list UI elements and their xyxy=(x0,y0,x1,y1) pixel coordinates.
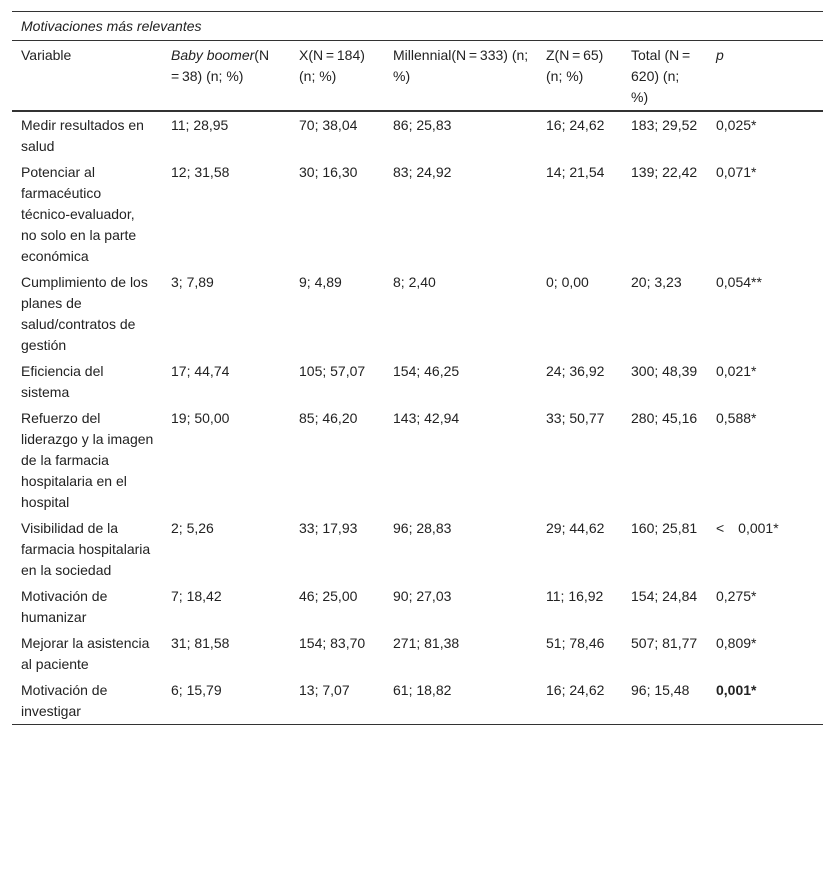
cell-millennial: 90; 27,03 xyxy=(393,588,452,604)
cell-x: 70; 38,04 xyxy=(299,117,358,133)
header-baby-boomer-rest: (N = 38) (n; %) xyxy=(171,47,272,84)
table-row xyxy=(12,583,823,630)
cell-z: 14; 21,54 xyxy=(546,164,605,180)
cell-variable: Visibilidad de la farmacia hospitalaria en la sociedad xyxy=(21,520,151,578)
table-row xyxy=(12,159,823,269)
header-baby-boomer xyxy=(162,41,290,112)
table-caption: Motivaciones más relevantes xyxy=(12,12,823,41)
cell-p: 0,275* xyxy=(716,588,757,604)
cell-total: 183; 29,52 xyxy=(631,117,698,133)
cell-x: 30; 16,30 xyxy=(299,164,358,180)
cell-variable: Motivación de investigar xyxy=(12,677,162,725)
header-baby-boomer-italic: Baby boomer xyxy=(171,47,255,63)
cell-total: 160; 25,81 xyxy=(631,520,698,536)
cell-variable: Medir resultados en salud xyxy=(21,117,144,154)
cell-z: 29; 44,62 xyxy=(546,520,605,536)
cell-baby-boomer: 11; 28,95 xyxy=(171,117,229,133)
cell-variable: Eficiencia del sistema xyxy=(21,363,104,400)
table-row xyxy=(12,677,823,725)
cell-z: 0; 0,00 xyxy=(546,274,589,290)
header-x: X(N = 184) (n; %) xyxy=(290,41,384,112)
cell-baby-boomer: 31; 81,58 xyxy=(171,635,230,651)
cell-baby-boomer: 6; 15,79 xyxy=(162,677,290,725)
cell-p: 0,001* xyxy=(707,677,823,725)
cell-millennial: 86; 25,83 xyxy=(393,117,452,133)
cell-millennial: 271; 81,38 xyxy=(393,635,460,651)
cell-baby-boomer: 12; 31,58 xyxy=(171,164,230,180)
cell-p: 0,809* xyxy=(716,635,757,651)
cell-total: 96; 15,48 xyxy=(622,677,707,725)
cell-millennial: 8; 2,40 xyxy=(393,274,436,290)
cell-millennial: 154; 46,25 xyxy=(393,363,460,379)
cell-x: 85; 46,20 xyxy=(299,410,358,426)
cell-millennial: 61; 18,82 xyxy=(384,677,537,725)
cell-p: 0,021* xyxy=(716,363,757,379)
cell-x: 154; 83,70 xyxy=(299,635,366,651)
header-p: p xyxy=(707,41,823,112)
cell-millennial: 83; 24,92 xyxy=(393,164,452,180)
header-millennial: Millennial(N = 333) (n; %) xyxy=(384,41,537,112)
header-z: Z(N = 65) (n; %) xyxy=(537,41,622,112)
cell-z: 11; 16,92 xyxy=(546,588,604,604)
cell-x: 9; 4,89 xyxy=(299,274,342,290)
cell-x: 105; 57,07 xyxy=(299,363,366,379)
motivations-table xyxy=(12,11,823,725)
cell-total: 300; 48,39 xyxy=(631,363,698,379)
cell-x: 33; 17,93 xyxy=(299,520,358,536)
header-total: Total (N = 620) (n; %) xyxy=(622,41,707,112)
cell-variable: Refuerzo del liderazgo y la imagen de la farmacia hospitalaria en el hospital xyxy=(21,410,154,510)
cell-millennial: 96; 28,83 xyxy=(393,520,452,536)
cell-p: < 0,001* xyxy=(716,520,779,536)
cell-p: 0,071* xyxy=(716,164,757,180)
cell-variable: Potenciar al farmacéutico técnico-evaluador, no solo en la parte económica xyxy=(21,164,137,264)
table-row xyxy=(12,358,823,405)
cell-z: 24; 36,92 xyxy=(546,363,605,379)
cell-baby-boomer: 19; 50,00 xyxy=(171,410,230,426)
cell-p: 0,588* xyxy=(716,410,757,426)
cell-p: 0,054** xyxy=(716,274,762,290)
cell-total: 20; 3,23 xyxy=(631,274,682,290)
table-row xyxy=(12,515,823,583)
table-row xyxy=(12,111,823,159)
cell-baby-boomer: 7; 18,42 xyxy=(171,588,222,604)
table-row xyxy=(12,269,823,358)
cell-baby-boomer: 3; 7,89 xyxy=(171,274,214,290)
cell-z: 16; 24,62 xyxy=(546,117,605,133)
cell-z: 33; 50,77 xyxy=(546,410,605,426)
cell-x: 13; 7,07 xyxy=(290,677,384,725)
cell-total: 280; 45,16 xyxy=(631,410,698,426)
cell-baby-boomer: 2; 5,26 xyxy=(171,520,214,536)
cell-variable: Cumplimiento de los planes de salud/contratos de gestión xyxy=(21,274,148,353)
table-row xyxy=(12,405,823,515)
cell-baby-boomer: 17; 44,74 xyxy=(171,363,230,379)
cell-variable: Motivación de humanizar xyxy=(21,588,108,625)
cell-total: 154; 24,84 xyxy=(631,588,698,604)
cell-z: 51; 78,46 xyxy=(546,635,605,651)
cell-p: 0,025* xyxy=(716,117,757,133)
cell-millennial: 143; 42,94 xyxy=(393,410,460,426)
cell-total: 507; 81,77 xyxy=(631,635,698,651)
cell-x: 46; 25,00 xyxy=(299,588,358,604)
cell-z: 16; 24,62 xyxy=(537,677,622,725)
header-variable: Variable xyxy=(12,41,162,112)
cell-variable: Mejorar la asistencia al paciente xyxy=(21,635,150,672)
cell-total: 139; 22,42 xyxy=(631,164,698,180)
table-row xyxy=(12,630,823,677)
table-header-row xyxy=(12,41,823,112)
